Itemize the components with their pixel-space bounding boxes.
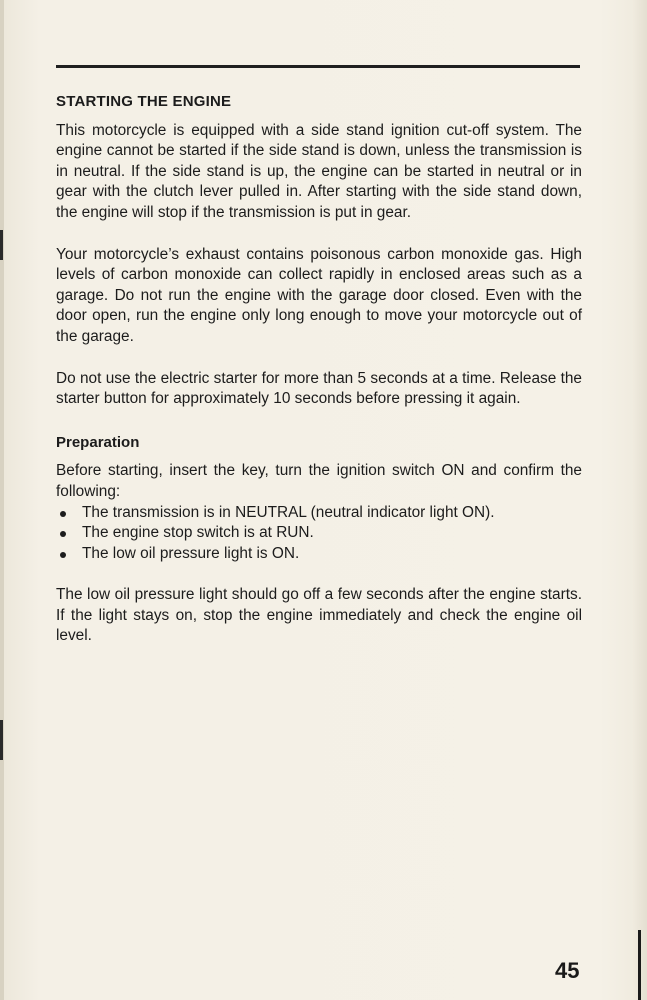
list-item-text: The engine stop switch is at RUN. (82, 524, 314, 542)
preparation-intro: Before starting, insert the key, turn the ignition switch ON and confirm the following: (56, 462, 582, 500)
page-left-edge (0, 0, 4, 1000)
list-item-text: The transmission is in NEUTRAL (neutral indicator light ON). (82, 503, 495, 521)
bullet-icon (60, 531, 66, 537)
list-item-text: The low oil pressure light is ON. (82, 544, 300, 562)
starter-paragraph: Do not use the electric starter for more than 5 seconds at a time. Release the starter button for approximately 10 seconds before pressing it again. (56, 369, 582, 408)
thumb-tab-mark (638, 930, 641, 1000)
intro-paragraph: This motorcycle is equipped with a side stand ignition cut-off system. The engine cannot be started if the side stand is down, unless the transmission is in neutral. If the side stand is up, the engine can be started in neutral or in gear with the clutch lever pulled in. After starting with the side stand down, the engine will stop if the transmission is put in gear. (56, 121, 582, 221)
bullet-icon (60, 511, 66, 517)
binding-mark (0, 720, 3, 760)
header-rule (56, 65, 580, 68)
list-item (56, 503, 582, 524)
page-right-edge (633, 0, 647, 1000)
page-content (56, 92, 582, 647)
page-number: 45 (555, 958, 580, 983)
list-item (56, 544, 582, 565)
binding-mark (0, 230, 3, 260)
bullet-icon (60, 552, 66, 558)
list-item (56, 523, 582, 544)
preparation-heading: Preparation (56, 433, 140, 451)
checklist (56, 503, 582, 565)
exhaust-warning-paragraph: Your motorcycle’s exhaust contains poisonous carbon monoxide gas. High levels of carbon monoxide can collect rapidly in enclosed areas such as a garage. Do not run the engine with the garage door closed. Even with the door open, run the engine only long enough to move your motorcycle out of the garage. (56, 245, 582, 345)
oil-pressure-note: The low oil pressure light should go off a few seconds after the engine starts. If the light stays on, stop the engine immediately and check the engine oil level. (56, 586, 582, 645)
section-heading: STARTING THE ENGINE (56, 93, 232, 110)
